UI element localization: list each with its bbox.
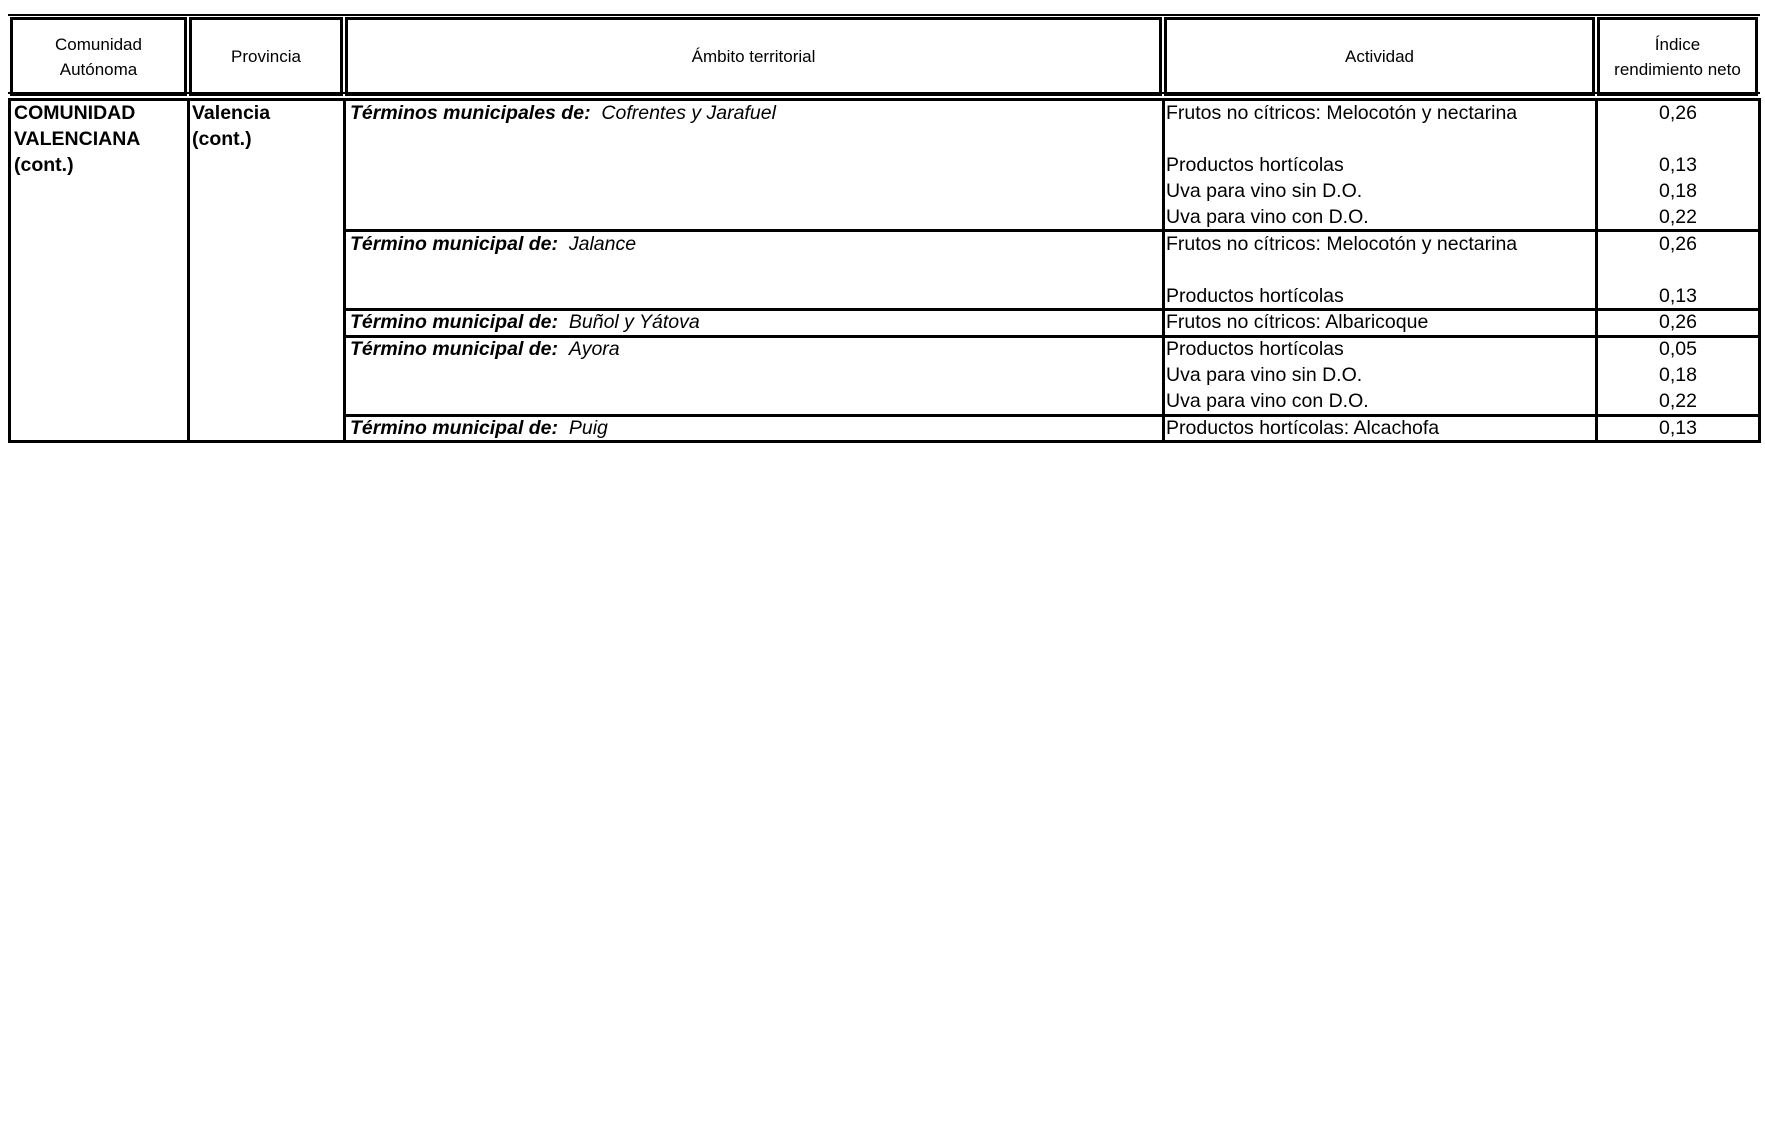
actividad-cell: Productos hortícolas: Alcachofa — [1166, 417, 1440, 439]
divider-col-provincia — [187, 98, 190, 443]
ambito-place: Cofrentes y Jarafuel — [601, 102, 776, 124]
ambito-group-5 — [350, 415, 608, 441]
ambito-prefix: Término municipal de: — [350, 417, 559, 439]
indice-cell: 0,05 — [1659, 338, 1697, 360]
header-provincia — [189, 17, 343, 96]
actividad-cell: Productos hortícolas — [1166, 154, 1344, 176]
provincia-line2: (cont.) — [192, 128, 252, 150]
header-indice — [1597, 17, 1758, 96]
indice-cell: 0,18 — [1659, 180, 1697, 202]
header-actividad-label: Actividad — [1345, 47, 1414, 66]
actividad-cell: Frutos no cítricos: Albaricoque — [1166, 311, 1429, 333]
actividad-cell: Uva para vino con D.O. — [1166, 206, 1369, 228]
indice-cell: 0,18 — [1659, 364, 1697, 386]
header-comunidad-line2: Autónoma — [59, 59, 138, 79]
indice-cell: 0,13 — [1659, 417, 1697, 439]
comunidad-line1: COMUNIDAD — [14, 102, 136, 124]
ambito-place: Ayora — [568, 338, 620, 360]
ambito-prefix: Término municipal de: — [350, 233, 559, 255]
ambito-group-1 — [350, 100, 776, 126]
comunidad-line2: VALENCIANA — [14, 128, 141, 150]
indice-cell: 0,13 — [1659, 154, 1697, 176]
indice-cell: 0,13 — [1659, 285, 1697, 307]
header-comunidad-line1: Comunidad — [55, 34, 142, 54]
indice-cell: 0,26 — [1659, 102, 1697, 124]
header-indice-line1: Índice — [1654, 34, 1701, 54]
header-provincia-label: Provincia — [231, 47, 301, 66]
ambito-group-4 — [350, 336, 620, 362]
ambito-place: Jalance — [568, 233, 637, 255]
ambito-prefix: Término municipal de: — [350, 311, 559, 333]
actividad-cell: Uva para vino sin D.O. — [1166, 180, 1363, 202]
ambito-group-3 — [350, 309, 700, 335]
actividad-cell: Productos hortícolas — [1166, 338, 1344, 360]
actividad-cell: Uva para vino sin D.O. — [1166, 364, 1363, 386]
indice-cell: 0,22 — [1659, 206, 1697, 228]
actividad-cell: Uva para vino con D.O. — [1166, 390, 1369, 412]
ambito-place: Buñol y Yátova — [568, 311, 700, 333]
ambito-group-2 — [350, 231, 636, 257]
header-comunidad — [10, 17, 187, 96]
actividad-cell: Frutos no cítricos: Melocotón y nectarina — [1166, 102, 1518, 124]
ambito-prefix: Términos municipales de: — [350, 102, 591, 124]
ambito-place: Puig — [568, 417, 608, 439]
divider-col-ambito — [343, 98, 346, 443]
header-indice-line2: rendimiento neto — [1614, 59, 1741, 79]
indice-cell: 0,22 — [1659, 390, 1697, 412]
divider-col-actividad — [1162, 98, 1165, 443]
table-body — [8, 98, 1761, 443]
header-actividad — [1164, 17, 1595, 96]
comunidad-line3: (cont.) — [14, 154, 74, 176]
provincia-line1: Valencia — [192, 102, 271, 124]
actividad-cell: Productos hortícolas — [1166, 285, 1344, 307]
ambito-prefix: Término municipal de: — [350, 338, 559, 360]
indice-cell: 0,26 — [1659, 233, 1697, 255]
indice-cell: 0,26 — [1659, 311, 1697, 333]
header-ambito-label: Ámbito territorial — [691, 47, 816, 66]
header-ambito — [345, 17, 1162, 96]
actividad-cell: Frutos no cítricos: Melocotón y nectarina — [1166, 233, 1518, 255]
